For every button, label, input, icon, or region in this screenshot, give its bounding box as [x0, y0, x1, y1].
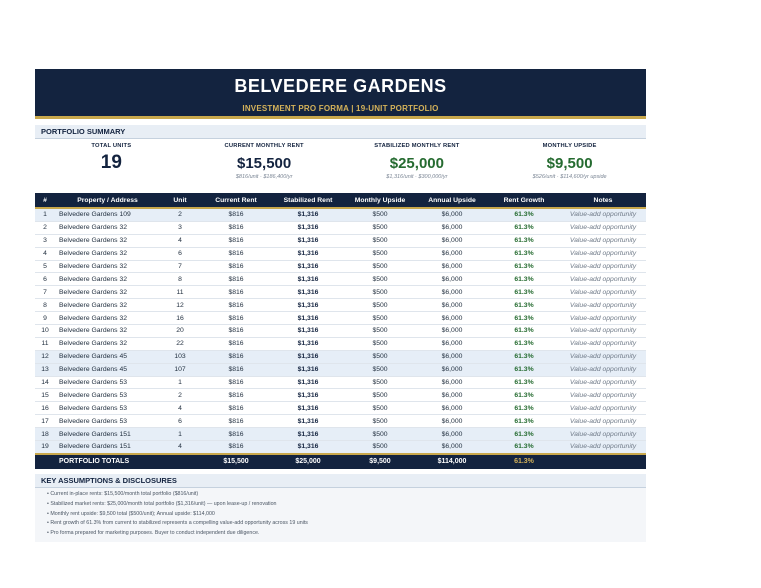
table-row [35, 428, 646, 441]
totals-rent-growth: 61.3% [488, 454, 560, 469]
column-header: Monthly Upside [344, 193, 416, 208]
note-cell: Value-add opportunity [560, 273, 646, 286]
totals-label: PORTFOLIO TOTALS [55, 454, 160, 469]
rent-growth-cell: 61.3% [488, 389, 560, 402]
current-rent-cell: $816 [200, 312, 272, 325]
annual-upside-cell: $6,000 [416, 389, 488, 402]
metric-value: $25,000 [389, 155, 444, 172]
current-rent-cell: $816 [200, 325, 272, 338]
metric-label: TOTAL UNITS [91, 143, 132, 149]
current-rent-cell: $816 [200, 247, 272, 260]
assumption-item: • Monthly rent upside: $9,500 total ($500/unit); Annual upside: $114,000 [47, 510, 646, 520]
row-number-cell: 18 [35, 428, 55, 441]
rent-growth-cell: 61.3% [488, 363, 560, 376]
row-number-cell: 5 [35, 260, 55, 273]
portfolio-summary [35, 139, 646, 191]
row-number-cell: 1 [35, 208, 55, 221]
note-cell: Value-add opportunity [560, 221, 646, 234]
rent-growth-cell: 61.3% [488, 208, 560, 221]
table-row [35, 247, 646, 260]
table-row [35, 363, 646, 376]
current-rent-cell: $816 [200, 363, 272, 376]
assumptions-title: KEY ASSUMPTIONS & DISCLOSURES [35, 474, 646, 488]
totals-stabilized-rent: $25,000 [272, 454, 344, 469]
property-address-cell: Belvedere Gardens 45 [55, 350, 160, 363]
annual-upside-cell: $6,000 [416, 402, 488, 415]
annual-upside-cell: $6,000 [416, 428, 488, 441]
unit-number-cell: 7 [160, 260, 200, 273]
rent-growth-cell: 61.3% [488, 273, 560, 286]
annual-upside-cell: $6,000 [416, 273, 488, 286]
table-row [35, 337, 646, 350]
annual-upside-cell: $6,000 [416, 376, 488, 389]
stabilized-rent-cell: $1,316 [272, 389, 344, 402]
unit-number-cell: 103 [160, 350, 200, 363]
table-header-row [35, 193, 646, 208]
annual-upside-cell: $6,000 [416, 350, 488, 363]
property-address-cell: Belvedere Gardens 109 [55, 208, 160, 221]
note-cell: Value-add opportunity [560, 363, 646, 376]
current-rent-cell: $816 [200, 376, 272, 389]
note-cell: Value-add opportunity [560, 234, 646, 247]
unit-number-cell: 4 [160, 234, 200, 247]
rent-growth-cell: 61.3% [488, 441, 560, 454]
column-header: Notes [560, 193, 646, 208]
row-number-cell: 4 [35, 247, 55, 260]
monthly-upside-cell: $500 [344, 286, 416, 299]
current-rent-cell: $816 [200, 350, 272, 363]
rent-growth-cell: 61.3% [488, 376, 560, 389]
annual-upside-cell: $6,000 [416, 337, 488, 350]
table-body [35, 208, 646, 454]
stabilized-rent-cell: $1,316 [272, 221, 344, 234]
property-address-cell: Belvedere Gardens 32 [55, 312, 160, 325]
note-cell: Value-add opportunity [560, 286, 646, 299]
assumption-item: • Rent growth of 61.3% from current to stabilized represents a compelling value-add opportunity across 19 units [47, 519, 646, 529]
note-cell: Value-add opportunity [560, 428, 646, 441]
assumption-item: • Pro forma prepared for marketing purposes. Buyer to conduct independent due diligence. [47, 529, 646, 539]
totals-blank [560, 454, 646, 469]
annual-upside-cell: $6,000 [416, 221, 488, 234]
metric-value: $9,500 [546, 155, 593, 172]
current-rent-cell: $816 [200, 208, 272, 221]
current-rent-cell: $816 [200, 402, 272, 415]
annual-upside-cell: $6,000 [416, 260, 488, 273]
stabilized-rent-cell: $1,316 [272, 337, 344, 350]
current-rent-cell: $816 [200, 415, 272, 428]
title-banner [35, 69, 646, 119]
unit-number-cell: 20 [160, 325, 200, 338]
current-rent-cell: $816 [200, 337, 272, 350]
metric-current-rent [188, 139, 341, 191]
rent-growth-cell: 61.3% [488, 286, 560, 299]
rent-growth-cell: 61.3% [488, 221, 560, 234]
column-header: Rent Growth [488, 193, 560, 208]
stabilized-rent-cell: $1,316 [272, 312, 344, 325]
metric-monthly-upside [493, 139, 646, 191]
metric-label: MONTHLY UPSIDE [542, 143, 597, 149]
unit-number-cell: 107 [160, 363, 200, 376]
property-address-cell: Belvedere Gardens 32 [55, 260, 160, 273]
rent-growth-cell: 61.3% [488, 350, 560, 363]
column-header: Annual Upside [416, 193, 488, 208]
monthly-upside-cell: $500 [344, 312, 416, 325]
note-cell: Value-add opportunity [560, 208, 646, 221]
metric-value: $15,500 [237, 155, 292, 172]
current-rent-cell: $816 [200, 260, 272, 273]
annual-upside-cell: $6,000 [416, 325, 488, 338]
assumption-item: • Stabilized market rents: $25,000/month total portfolio ($1,316/unit) — upon lease-up / renovation [47, 500, 646, 510]
rent-growth-cell: 61.3% [488, 260, 560, 273]
annual-upside-cell: $6,000 [416, 286, 488, 299]
rent-growth-cell: 61.3% [488, 325, 560, 338]
annual-upside-cell: $6,000 [416, 415, 488, 428]
stabilized-rent-cell: $1,316 [272, 402, 344, 415]
table-row [35, 208, 646, 221]
table-row [35, 286, 646, 299]
monthly-upside-cell: $500 [344, 441, 416, 454]
annual-upside-cell: $6,000 [416, 299, 488, 312]
stabilized-rent-cell: $1,316 [272, 441, 344, 454]
annual-upside-cell: $6,000 [416, 234, 488, 247]
note-cell: Value-add opportunity [560, 312, 646, 325]
annual-upside-cell: $6,000 [416, 208, 488, 221]
monthly-upside-cell: $500 [344, 234, 416, 247]
row-number-cell: 14 [35, 376, 55, 389]
column-header: # [35, 193, 55, 208]
unit-number-cell: 12 [160, 299, 200, 312]
monthly-upside-cell: $500 [344, 273, 416, 286]
monthly-upside-cell: $500 [344, 363, 416, 376]
monthly-upside-cell: $500 [344, 376, 416, 389]
property-address-cell: Belvedere Gardens 32 [55, 337, 160, 350]
rent-growth-cell: 61.3% [488, 402, 560, 415]
table-row [35, 299, 646, 312]
note-cell: Value-add opportunity [560, 325, 646, 338]
unit-number-cell: 1 [160, 428, 200, 441]
table-row [35, 350, 646, 363]
summary-section-title: PORTFOLIO SUMMARY [35, 125, 646, 139]
totals-monthly-upside: $9,500 [344, 454, 416, 469]
property-address-cell: Belvedere Gardens 53 [55, 402, 160, 415]
totals-row [35, 454, 646, 469]
current-rent-cell: $816 [200, 389, 272, 402]
assumption-item: • Current in-place rents: $15,500/month total portfolio ($816/unit) [47, 490, 646, 500]
metric-subtext: $1,316/unit · $300,000/yr [386, 174, 448, 180]
unit-number-cell: 16 [160, 312, 200, 325]
unit-number-cell: 22 [160, 337, 200, 350]
property-address-cell: Belvedere Gardens 151 [55, 441, 160, 454]
stabilized-rent-cell: $1,316 [272, 363, 344, 376]
annual-upside-cell: $6,000 [416, 312, 488, 325]
property-address-cell: Belvedere Gardens 151 [55, 428, 160, 441]
stabilized-rent-cell: $1,316 [272, 273, 344, 286]
annual-upside-cell: $6,000 [416, 247, 488, 260]
column-header: Current Rent [200, 193, 272, 208]
column-header: Property / Address [55, 193, 160, 208]
current-rent-cell: $816 [200, 273, 272, 286]
metric-total-units [35, 139, 188, 191]
column-header: Unit [160, 193, 200, 208]
monthly-upside-cell: $500 [344, 221, 416, 234]
property-address-cell: Belvedere Gardens 32 [55, 299, 160, 312]
stabilized-rent-cell: $1,316 [272, 299, 344, 312]
assumptions-panel [35, 474, 646, 542]
unit-number-cell: 2 [160, 208, 200, 221]
metric-subtext: $816/unit · $186,400/yr [235, 174, 293, 180]
property-address-cell: Belvedere Gardens 32 [55, 286, 160, 299]
rent-growth-cell: 61.3% [488, 415, 560, 428]
property-address-cell: Belvedere Gardens 53 [55, 389, 160, 402]
current-rent-cell: $816 [200, 234, 272, 247]
stabilized-rent-cell: $1,316 [272, 247, 344, 260]
metric-subtext: $526/unit · $114,600/yr upside [532, 174, 607, 180]
totals-blank [35, 454, 55, 469]
stabilized-rent-cell: $1,316 [272, 286, 344, 299]
annual-upside-cell: $6,000 [416, 363, 488, 376]
table-row [35, 260, 646, 273]
unit-number-cell: 3 [160, 221, 200, 234]
stabilized-rent-cell: $1,316 [272, 325, 344, 338]
metric-label: STABILIZED MONTHLY RENT [374, 143, 460, 149]
rent-growth-cell: 61.3% [488, 234, 560, 247]
row-number-cell: 8 [35, 299, 55, 312]
unit-number-cell: 4 [160, 402, 200, 415]
row-number-cell: 9 [35, 312, 55, 325]
current-rent-cell: $816 [200, 428, 272, 441]
row-number-cell: 6 [35, 273, 55, 286]
unit-number-cell: 11 [160, 286, 200, 299]
stabilized-rent-cell: $1,316 [272, 350, 344, 363]
monthly-upside-cell: $500 [344, 247, 416, 260]
monthly-upside-cell: $500 [344, 325, 416, 338]
row-number-cell: 11 [35, 337, 55, 350]
monthly-upside-cell: $500 [344, 299, 416, 312]
row-number-cell: 10 [35, 325, 55, 338]
monthly-upside-cell: $500 [344, 337, 416, 350]
monthly-upside-cell: $500 [344, 428, 416, 441]
stabilized-rent-cell: $1,316 [272, 208, 344, 221]
row-number-cell: 13 [35, 363, 55, 376]
unit-number-cell: 2 [160, 389, 200, 402]
table-row [35, 415, 646, 428]
table-row [35, 441, 646, 454]
unit-number-cell: 1 [160, 376, 200, 389]
monthly-upside-cell: $500 [344, 402, 416, 415]
totals-annual-upside: $114,000 [416, 454, 488, 469]
assumptions-list [35, 490, 646, 539]
property-address-cell: Belvedere Gardens 45 [55, 363, 160, 376]
note-cell: Value-add opportunity [560, 441, 646, 454]
row-number-cell: 17 [35, 415, 55, 428]
stabilized-rent-cell: $1,316 [272, 260, 344, 273]
monthly-upside-cell: $500 [344, 208, 416, 221]
rent-growth-cell: 61.3% [488, 312, 560, 325]
current-rent-cell: $816 [200, 286, 272, 299]
proforma-sheet [35, 69, 646, 542]
current-rent-cell: $816 [200, 299, 272, 312]
stabilized-rent-cell: $1,316 [272, 415, 344, 428]
note-cell: Value-add opportunity [560, 350, 646, 363]
unit-number-cell: 4 [160, 441, 200, 454]
monthly-upside-cell: $500 [344, 350, 416, 363]
rent-growth-cell: 61.3% [488, 428, 560, 441]
property-address-cell: Belvedere Gardens 32 [55, 273, 160, 286]
column-header: Stabilized Rent [272, 193, 344, 208]
property-address-cell: Belvedere Gardens 53 [55, 415, 160, 428]
stabilized-rent-cell: $1,316 [272, 234, 344, 247]
totals-blank [160, 454, 200, 469]
monthly-upside-cell: $500 [344, 415, 416, 428]
row-number-cell: 12 [35, 350, 55, 363]
table-row [35, 273, 646, 286]
table-row [35, 312, 646, 325]
monthly-upside-cell: $500 [344, 260, 416, 273]
rent-growth-cell: 61.3% [488, 299, 560, 312]
table-row [35, 376, 646, 389]
metric-label: CURRENT MONTHLY RENT [224, 143, 304, 149]
unit-table [35, 193, 646, 469]
note-cell: Value-add opportunity [560, 260, 646, 273]
property-address-cell: Belvedere Gardens 32 [55, 247, 160, 260]
stabilized-rent-cell: $1,316 [272, 376, 344, 389]
row-number-cell: 16 [35, 402, 55, 415]
property-address-cell: Belvedere Gardens 32 [55, 234, 160, 247]
note-cell: Value-add opportunity [560, 389, 646, 402]
row-number-cell: 7 [35, 286, 55, 299]
note-cell: Value-add opportunity [560, 376, 646, 389]
note-cell: Value-add opportunity [560, 415, 646, 428]
rent-growth-cell: 61.3% [488, 337, 560, 350]
property-address-cell: Belvedere Gardens 32 [55, 325, 160, 338]
monthly-upside-cell: $500 [344, 389, 416, 402]
note-cell: Value-add opportunity [560, 402, 646, 415]
table-row [35, 325, 646, 338]
unit-number-cell: 8 [160, 273, 200, 286]
note-cell: Value-add opportunity [560, 299, 646, 312]
unit-number-cell: 6 [160, 415, 200, 428]
note-cell: Value-add opportunity [560, 337, 646, 350]
current-rent-cell: $816 [200, 441, 272, 454]
annual-upside-cell: $6,000 [416, 441, 488, 454]
row-number-cell: 15 [35, 389, 55, 402]
page-subtitle: INVESTMENT PRO FORMA | 19-UNIT PORTFOLIO [242, 104, 439, 113]
rent-growth-cell: 61.3% [488, 247, 560, 260]
totals-current-rent: $15,500 [200, 454, 272, 469]
row-number-cell: 3 [35, 234, 55, 247]
property-address-cell: Belvedere Gardens 32 [55, 221, 160, 234]
table-row [35, 389, 646, 402]
table-row [35, 234, 646, 247]
page-title: BELVEDERE GARDENS [234, 76, 447, 96]
metric-value: 19 [100, 152, 122, 173]
row-number-cell: 2 [35, 221, 55, 234]
row-number-cell: 19 [35, 441, 55, 454]
unit-number-cell: 6 [160, 247, 200, 260]
metric-stabilized-rent [341, 139, 494, 191]
table-row [35, 402, 646, 415]
table-row [35, 221, 646, 234]
stabilized-rent-cell: $1,316 [272, 428, 344, 441]
note-cell: Value-add opportunity [560, 247, 646, 260]
property-address-cell: Belvedere Gardens 53 [55, 376, 160, 389]
current-rent-cell: $816 [200, 221, 272, 234]
